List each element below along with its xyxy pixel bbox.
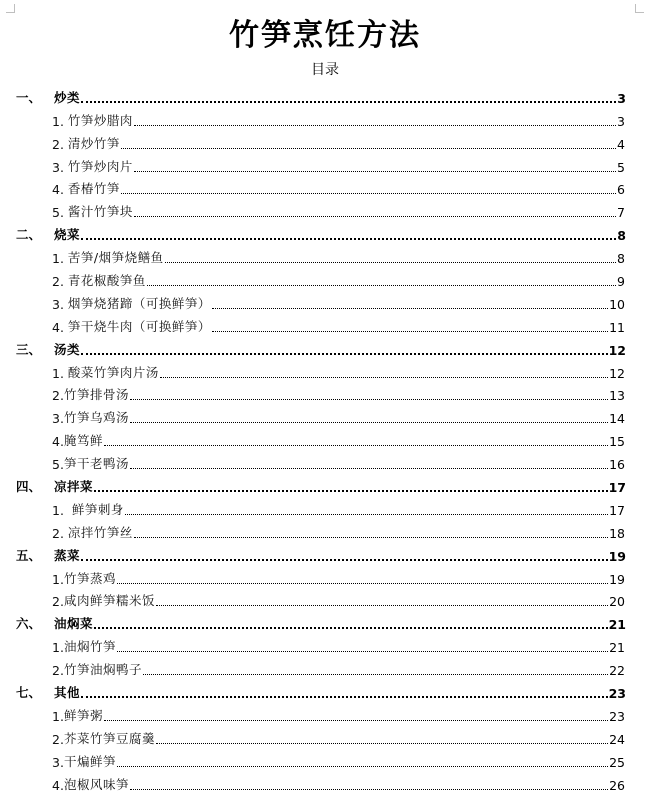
toc-dot-leader — [81, 559, 608, 561]
toc-page-number: 11 — [609, 319, 625, 335]
toc-page-number: 22 — [609, 663, 625, 679]
page-corner-mark-left — [6, 4, 15, 13]
toc-dot-leader — [212, 331, 608, 332]
toc-dot-leader — [81, 696, 608, 698]
toc-page-number: 3 — [617, 90, 626, 106]
toc-entry-number: 一、 — [16, 89, 42, 105]
toc-page-number: 16 — [609, 457, 625, 473]
toc-item-entry[interactable] — [0, 587, 650, 610]
toc-dot-leader — [130, 399, 608, 400]
toc-entry-number: 1. — [52, 708, 64, 724]
toc-dot-leader — [121, 148, 616, 149]
toc-entry-number: 4. — [52, 777, 64, 793]
toc-item-entry[interactable] — [0, 289, 650, 312]
toc-page-number: 5 — [617, 159, 625, 175]
toc-item-entry[interactable] — [0, 426, 650, 449]
toc-entry-label: 芥菜竹笋豆腐羹 — [63, 730, 155, 746]
toc-dot-leader — [81, 353, 608, 355]
toc-page-number: 12 — [608, 342, 626, 358]
toc-item-entry[interactable] — [0, 564, 650, 587]
toc-dot-leader — [130, 422, 608, 423]
toc-entry-number: 五、 — [16, 547, 42, 563]
toc-page-number: 21 — [609, 640, 625, 656]
toc-entry-number: 1. — [52, 640, 64, 656]
toc-section-entry[interactable] — [0, 335, 650, 358]
toc-dot-leader — [143, 674, 608, 675]
toc-entry-label: 油焖竹笋 — [63, 639, 116, 655]
toc-page-number: 17 — [609, 502, 625, 518]
toc-dot-leader — [117, 766, 608, 767]
toc-item-entry[interactable] — [0, 243, 650, 266]
toc-entry-number: 4. — [52, 182, 68, 198]
toc-dot-leader — [117, 583, 608, 584]
toc-dot-leader — [94, 627, 608, 629]
toc-page-number: 3 — [617, 113, 625, 129]
toc-dot-leader — [212, 308, 608, 309]
toc-page-number: 12 — [609, 365, 625, 381]
toc-entry-label: 泡椒风味笋 — [63, 776, 129, 792]
toc-dot-leader — [121, 193, 616, 194]
toc-entry-label: 竹笋排骨汤 — [63, 387, 129, 403]
toc-entry-label: 蒸菜 — [54, 547, 81, 563]
toc-entry-number: 3. — [52, 159, 68, 175]
toc-entry-number: 4. — [52, 434, 64, 450]
toc-entry-number: 三、 — [16, 341, 42, 357]
toc-entry-number: 六、 — [16, 616, 42, 632]
toc-entry-number: 四、 — [16, 479, 42, 495]
toc-entry-number: 二、 — [16, 227, 42, 243]
toc-dot-leader — [134, 125, 616, 126]
toc-item-entry[interactable] — [0, 152, 650, 175]
toc-entry-label: 笋干老鸭汤 — [63, 456, 129, 472]
toc-page-number: 18 — [609, 525, 625, 541]
toc-entry-number: 2. — [52, 525, 68, 541]
toc-item-entry[interactable] — [0, 449, 650, 472]
toc-page-number: 6 — [617, 182, 625, 198]
toc-dot-leader — [117, 651, 608, 652]
toc-entry-label: 鲜笋刺身 — [71, 501, 124, 517]
toc-entry-label: 凉拌竹笋丝 — [67, 524, 133, 540]
toc-item-entry[interactable] — [0, 403, 650, 426]
toc-entry-label: 汤类 — [54, 341, 81, 357]
toc-dot-leader — [104, 720, 608, 721]
toc-page-number: 20 — [609, 594, 625, 610]
toc-page-number: 24 — [609, 731, 625, 747]
toc-entry-number: 1. — [52, 571, 64, 587]
toc-dot-leader — [156, 743, 608, 744]
toc-entry-label: 油焖菜 — [54, 616, 94, 632]
toc-item-entry[interactable] — [0, 106, 650, 129]
toc-dot-leader — [134, 537, 608, 538]
toc-page-number: 9 — [617, 274, 625, 290]
toc-item-entry[interactable] — [0, 747, 650, 770]
toc-page-number: 21 — [608, 617, 626, 633]
toc-dot-leader — [130, 789, 608, 790]
toc-entry-label: 烟笋烧猪蹄（可换鲜笋） — [67, 295, 211, 311]
toc-item-entry[interactable] — [0, 266, 650, 289]
toc-page-number: 10 — [609, 296, 625, 312]
toc-entry-number: 3. — [52, 411, 64, 427]
toc-section-entry[interactable] — [0, 220, 650, 243]
toc-item-entry[interactable] — [0, 770, 650, 793]
toc-section-entry[interactable] — [0, 678, 650, 701]
toc-entry-number: 2. — [52, 594, 64, 610]
toc-entry-number: 3. — [52, 754, 64, 770]
toc-page-number: 19 — [609, 571, 625, 587]
toc-page-number: 23 — [608, 686, 626, 702]
toc-dot-leader — [156, 605, 608, 606]
toc-entry-number: 1. — [52, 251, 68, 267]
toc-page-number: 17 — [608, 480, 626, 496]
toc-section-entry[interactable] — [0, 541, 650, 564]
toc-item-entry[interactable] — [0, 175, 650, 198]
toc-dot-leader — [94, 490, 608, 492]
toc-section-entry[interactable] — [0, 609, 650, 632]
toc-entry-label: 其他 — [54, 685, 81, 701]
toc-entry-label: 清炒竹笋 — [67, 135, 120, 151]
toc-heading: 目录 — [311, 62, 339, 78]
toc-page-number: 23 — [609, 708, 625, 724]
toc-entry-number: 4. — [52, 319, 68, 335]
toc-entry-label: 干煸鲜笋 — [63, 753, 116, 769]
toc-page-number: 8 — [617, 228, 626, 244]
page-corner-mark-right — [635, 4, 644, 13]
toc-entry-label: 青花椒酸笋鱼 — [67, 273, 146, 289]
toc-page-number: 14 — [609, 411, 625, 427]
toc-dot-leader — [160, 377, 608, 378]
toc-entry-number: 2. — [52, 663, 64, 679]
toc-item-entry[interactable] — [0, 197, 650, 220]
toc-dot-leader — [104, 445, 608, 446]
toc-section-entry[interactable] — [0, 472, 650, 495]
toc-entry-number: 2. — [52, 274, 68, 290]
toc-dot-leader — [165, 262, 616, 263]
toc-page-number: 19 — [608, 548, 626, 564]
toc-page-number: 4 — [617, 136, 625, 152]
toc-dot-leader — [147, 285, 616, 286]
toc-entry-label: 咸肉鲜笋糯米饭 — [63, 593, 155, 609]
toc-dot-leader — [125, 514, 608, 515]
toc-item-entry[interactable] — [0, 518, 650, 541]
toc-entry-number: 5. — [52, 205, 68, 221]
toc-item-entry[interactable] — [0, 358, 650, 381]
toc-entry-number: 2. — [52, 731, 64, 747]
toc-entry-number: 5. — [52, 457, 64, 473]
toc-page-number: 7 — [617, 205, 625, 221]
table-of-contents — [0, 83, 650, 793]
toc-entry-label: 竹笋炒肉片 — [67, 158, 133, 174]
toc-entry-label: 竹笋乌鸡汤 — [63, 410, 129, 426]
toc-item-entry[interactable] — [0, 495, 650, 518]
toc-item-entry[interactable] — [0, 381, 650, 404]
toc-entry-label: 酸菜竹笋肉片汤 — [67, 364, 159, 380]
toc-page-number: 25 — [609, 754, 625, 770]
toc-entry-number: 1. — [52, 365, 68, 381]
toc-dot-leader — [130, 468, 608, 469]
toc-entry-label: 香椿竹笋 — [67, 181, 120, 197]
toc-dot-leader — [81, 238, 616, 240]
toc-entry-label: 笋干烧牛肉（可换鲜笋） — [67, 318, 211, 334]
toc-entry-label: 苦笋/烟笋烧鳝鱼 — [67, 250, 164, 266]
toc-entry-number: 3. — [52, 296, 68, 312]
toc-item-entry[interactable] — [0, 312, 650, 335]
toc-item-entry[interactable] — [0, 129, 650, 152]
toc-entry-number: 2. — [52, 136, 68, 152]
toc-entry-label: 竹笋蒸鸡 — [63, 570, 116, 586]
toc-entry-number: 1. — [52, 502, 72, 518]
toc-dot-leader — [134, 216, 616, 217]
toc-item-entry[interactable] — [0, 632, 650, 655]
toc-entry-label: 烧菜 — [54, 227, 81, 243]
toc-section-entry[interactable] — [0, 83, 650, 106]
toc-entry-label: 炒类 — [54, 89, 81, 105]
toc-entry-label: 酱汁竹笋块 — [67, 204, 133, 220]
toc-page-number: 15 — [609, 434, 625, 450]
toc-entry-label: 鲜笋粥 — [63, 707, 103, 723]
toc-entry-number: 1. — [52, 113, 68, 129]
toc-dot-leader — [134, 171, 616, 172]
toc-entry-label: 竹笋油焖鸭子 — [63, 662, 142, 678]
toc-item-entry[interactable] — [0, 724, 650, 747]
toc-dot-leader — [81, 101, 616, 103]
toc-page-number: 13 — [609, 388, 625, 404]
toc-page-number: 26 — [609, 777, 625, 793]
toc-entry-number: 七、 — [16, 685, 42, 701]
toc-item-entry[interactable] — [0, 655, 650, 678]
document-title: 竹笋烹饪方法 — [229, 18, 421, 53]
toc-entry-label: 腌笃鲜 — [63, 433, 103, 449]
toc-item-entry[interactable] — [0, 701, 650, 724]
toc-entry-label: 凉拌菜 — [54, 479, 94, 495]
toc-entry-label: 竹笋炒腊肉 — [67, 112, 133, 128]
toc-page-number: 8 — [617, 251, 625, 267]
toc-entry-number: 2. — [52, 388, 64, 404]
